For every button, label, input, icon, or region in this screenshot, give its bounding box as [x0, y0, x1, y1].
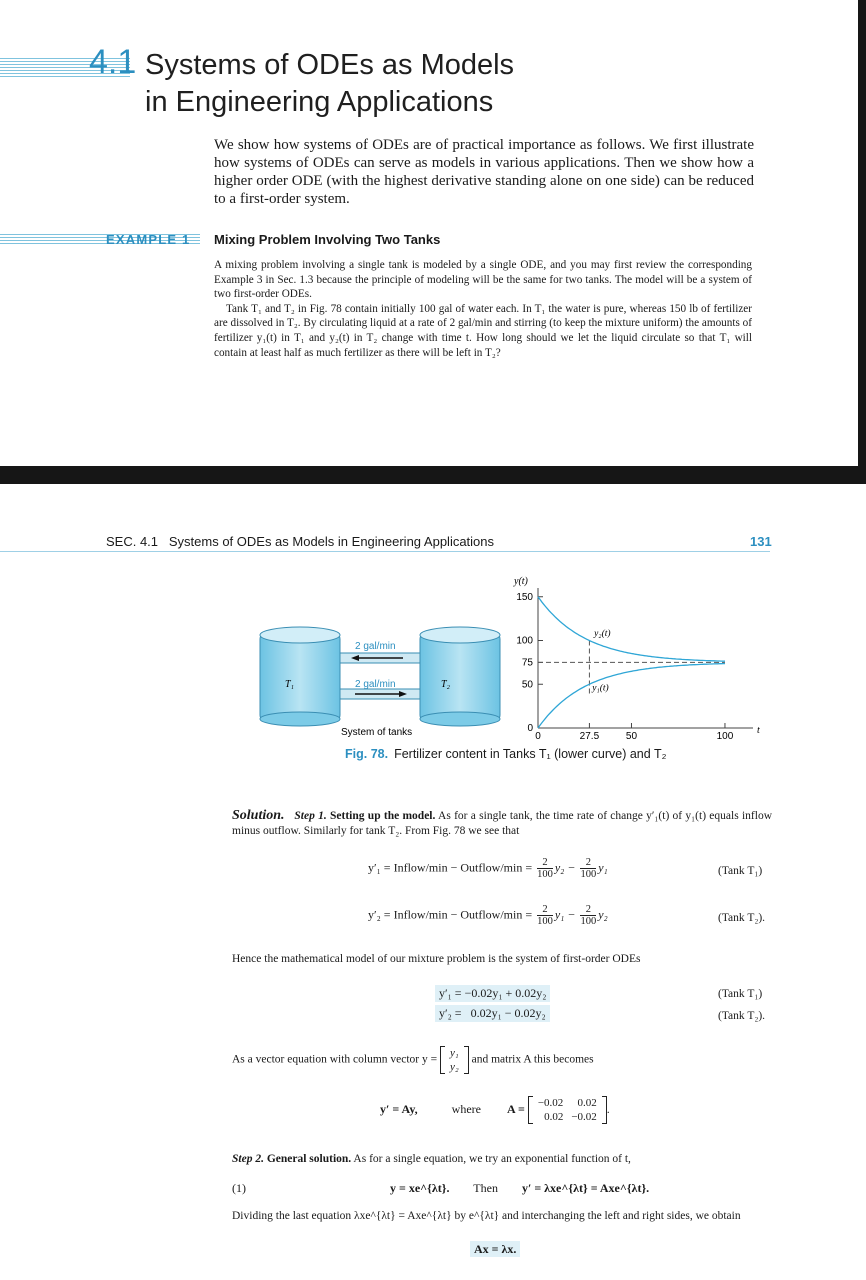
x-tick-label: 100 — [716, 731, 734, 742]
y-tick-label: 0 — [527, 723, 533, 734]
series-y1-line — [538, 664, 725, 728]
tanks-diagram — [255, 625, 515, 745]
step2-title: General solution. — [266, 1153, 352, 1165]
fraction — [580, 857, 596, 880]
series-label-y1: y₁(t) — [592, 683, 609, 694]
y-axis-label: y(t) — [514, 576, 528, 587]
x-tick-label: 27.5 — [579, 731, 600, 742]
sys1-tag: (Tank T₁) — [718, 988, 763, 1000]
matrix-a11: −0.02 — [537, 1097, 564, 1109]
frac-num: 2 — [542, 857, 548, 868]
section-title-line2: in Engineering Applications — [145, 86, 494, 118]
eq1-tag: (Tank T₁) — [718, 865, 763, 877]
ay-equation: y′ = Ay, — [380, 1101, 418, 1116]
x-axis-label: t — [757, 725, 760, 736]
x-tick-label: 50 — [625, 731, 638, 742]
step1-label: Step 1. — [294, 810, 327, 822]
final-equation — [470, 1242, 520, 1257]
series-y2-line — [538, 597, 725, 661]
equation-tank1 — [368, 857, 608, 880]
sys2-tag: (Tank T₂). — [718, 1010, 766, 1022]
tank1-label: T₁ — [285, 679, 295, 690]
section-title-line1: Systems of ODEs as Models — [145, 49, 515, 81]
frac-num: 2 — [542, 904, 548, 915]
section-title — [145, 47, 514, 121]
example-title: Mixing Problem Involving Two Tanks — [214, 232, 441, 247]
matrix-a — [528, 1096, 607, 1124]
eq1-lhs: y′₁ = Inflow/min − Outflow/min = — [368, 860, 533, 875]
matrix-a21: 0.02 — [544, 1111, 564, 1123]
example-text — [214, 258, 752, 360]
tank-1 — [260, 627, 340, 726]
step2-label: Step 2. — [232, 1153, 264, 1165]
step1-text: As for a single tank, the time rate of change y′₁(t) of y₁(t) equals inflow minus outflow. Similarly for tank T₂. From Fig. 78 we see that — [232, 810, 772, 837]
eq2-term-a: y₁ − — [554, 907, 576, 922]
where-text: where — [451, 1101, 481, 1116]
eq-try-text: y = xe^{λt}. — [390, 1181, 450, 1195]
frac-den: 100 — [580, 869, 597, 880]
y-tick-label: 100 — [516, 635, 533, 647]
example-para-2: Tank T₁ and T₂ in Fig. 78 contain initially 100 gal of water each. In T₁ the water is pure, whereas 150 lb of fertilizer are dissolved in T₂. By circulating liquid at a rate of 2 gal/min and stirring (to keep the mixture uniform) the amounts of fertilizer y₁(t) in T₁ and y₂(t) in T₂ change with time t. How long should we let the liquid circulate so that T₁ will contain at least half as much fertilizer as there will be left in T₂? — [214, 302, 752, 359]
matrix-equation: y′ = Ay, where A = −0.02 0.02 0.02 −0.02 . — [380, 1097, 610, 1123]
then-text: Then — [473, 1181, 498, 1195]
system-equations — [435, 985, 550, 1022]
vector-line — [232, 1046, 594, 1074]
solution-heading: Solution. — [232, 808, 285, 823]
fraction — [537, 857, 553, 880]
hence-text: Hence the mathematical model of our mixture problem is the system of first-order ODEs — [232, 953, 641, 965]
x-tick-label: 0 — [535, 731, 541, 742]
step1-paragraph — [232, 808, 772, 839]
header-rule — [0, 551, 770, 552]
vec-y1: y₁ — [450, 1047, 459, 1059]
y-tick-label: 75 — [521, 657, 533, 669]
page-edge — [858, 0, 866, 466]
system-eq-1: y′₁ = −0.02y₁ + 0.02y₂ — [435, 985, 550, 1002]
vector-post: and matrix A this becomes — [471, 1053, 594, 1066]
frac-den: 100 — [537, 869, 553, 880]
example-label: EXAMPLE 1 — [106, 232, 191, 247]
a-equals: A = — [507, 1101, 525, 1116]
example-para-1: A mixing problem involving a single tank is modeled by a single ODE, and you may first review the corresponding Example 3 in Sec. 1.3 because the principle of modeling will be the same for two tanks. The model will be a system of two first-order ODEs. — [214, 259, 752, 301]
tank-2 — [420, 627, 500, 726]
page-number: 131 — [750, 534, 772, 549]
vector-pre: As a vector equation with column vector y = — [232, 1053, 438, 1066]
fertilizer-chart — [505, 570, 770, 742]
eq1-term-b: y₁ — [598, 860, 608, 875]
step2-text: As for a single equation, we try an exponential function of t, — [351, 1153, 631, 1165]
running-head: SEC. 4.1 Systems of ODEs as Models in Engineering Applications — [106, 534, 495, 549]
equation-tank2 — [368, 904, 608, 927]
final-eq-text: Ax = λx. — [470, 1241, 520, 1257]
figure-label: Fig. 78. — [345, 747, 389, 761]
page-divider — [0, 466, 866, 484]
vec-y2: y₂ — [450, 1061, 459, 1073]
flow-top-label: 2 gal/min — [355, 641, 396, 652]
figure-caption — [345, 747, 666, 761]
frac-num: 2 — [585, 904, 591, 915]
system-eq-2: y′₂ = 0.02y₁ − 0.02y₂ — [435, 1005, 550, 1022]
flow-bottom-label: 2 gal/min — [355, 679, 396, 690]
figure-caption-text: Fertilizer content in Tanks T₁ (lower curve) and T₂ — [394, 747, 667, 761]
y-tick-label: 50 — [521, 679, 533, 691]
fraction — [537, 904, 553, 927]
eq1-term-a: y₂ − — [554, 860, 576, 875]
column-vector — [440, 1046, 469, 1074]
y-tick-label: 150 — [516, 591, 533, 603]
eq2-tag: (Tank T₂). — [718, 912, 766, 924]
system-label: System of tanks — [341, 727, 413, 738]
fraction — [580, 904, 596, 927]
frac-den: 100 — [580, 916, 597, 927]
step2-paragraph — [232, 1152, 631, 1167]
section-number: 4.1 — [89, 43, 137, 81]
matrix-a22: −0.02 — [571, 1111, 597, 1123]
step1-title: Setting up the model. — [330, 810, 436, 822]
frac-den: 100 — [537, 916, 553, 927]
eq-deriv-text: y′ = λxe^{λt} = Axe^{λt}. — [521, 1181, 650, 1195]
frac-num: 2 — [585, 857, 591, 868]
intro-paragraph: We show how systems of ODEs are of practical importance as follows. We first illustrate how systems of ODEs can serve as models in various applications. Then we show how a higher order ODE (with the highest derivative standing alone on one side) can be reduced to a first-order system. — [214, 137, 754, 207]
series-label-y2: y₂(t) — [594, 629, 611, 640]
eq2-lhs: y′₂ = Inflow/min − Outflow/min = — [368, 907, 533, 922]
dividing-text: Dividing the last equation λxe^{λt} = Axe^{λt} by e^{λt} and interchanging the left and right sides, we obtain — [232, 1210, 741, 1222]
matrix-a12: 0.02 — [577, 1097, 597, 1109]
eq-number: (1) — [232, 1181, 246, 1195]
eq2-term-b: y₂ — [598, 907, 608, 922]
eq-try — [390, 1181, 649, 1196]
tank2-label: T₂ — [441, 679, 451, 690]
